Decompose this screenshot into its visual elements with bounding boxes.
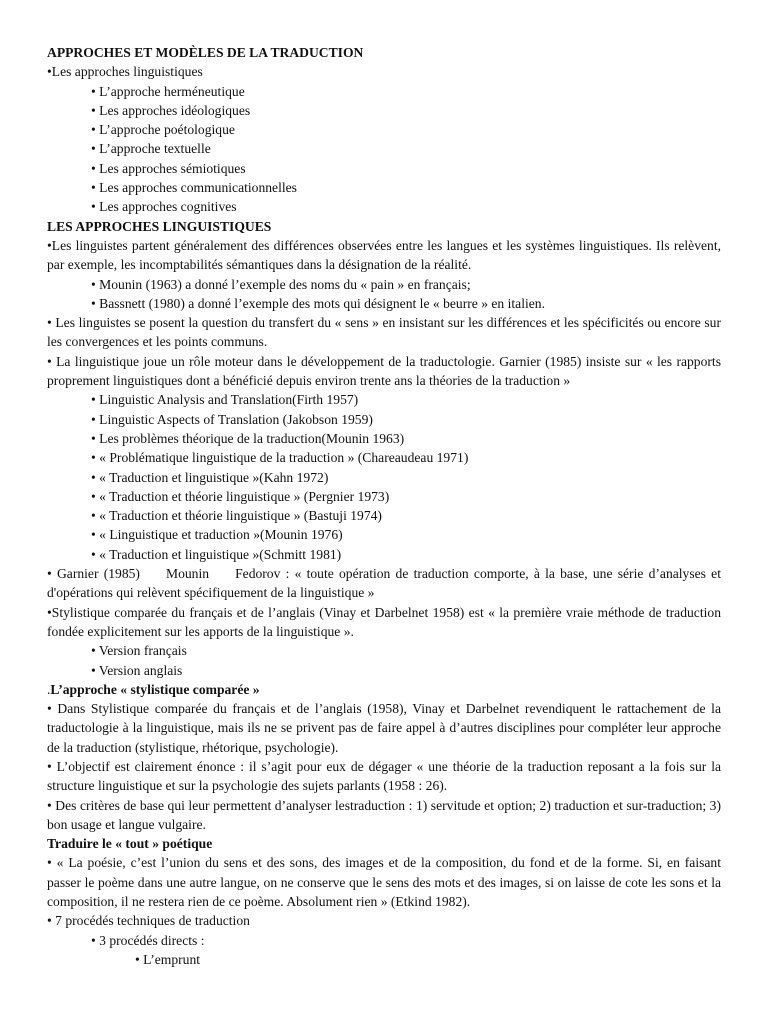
section-heading-stylistique xyxy=(47,680,721,699)
list-item: • L’approche herméneutique xyxy=(91,83,245,99)
paragraph: •Stylistique comparée du français et de l’anglais (Vinay et Darbelnet 1958) est « la première vraie méthode de traduction fondée explicitement sur les apports de la linguistique ». xyxy=(47,604,721,639)
list-item: • Les approches sémiotiques xyxy=(91,160,246,176)
paragraph: •Les linguistes partent généralement des différences observées entre les langues et les systèmes linguistiques. Ils relèvent, par exemple, les incomptabilités sémantiques dans la désignation de la réalité. xyxy=(47,237,721,273)
list-item: • Les problèmes théorique de la traduction(Mounin 1963) xyxy=(91,430,405,446)
paragraph: • Dans Stylistique comparée du français et de l’anglais (1958), Vinay et Darbelnet revendiquent le rattachement de la traductologie à la linguistique, mais ils ne se privent pas de faire appel à d’autres disciplines pour compléter leur approche de la traduction (stylistique, rhétorique, psychologie). xyxy=(47,701,721,755)
list-item: • Les approches communicationnelles xyxy=(91,180,297,196)
list-item: • Version français xyxy=(91,643,187,659)
document-title: APPROCHES ET MODÈLES DE LA TRADUCTION xyxy=(47,45,364,60)
approaches-list xyxy=(47,82,721,217)
list-item: • « Linguistique et traduction »(Mounin 1976) xyxy=(91,527,343,543)
list-item: • « Traduction et théorie linguistique » (Bastuji 1974) xyxy=(91,508,382,524)
paragraph: • « La poésie, c’est l’union du sens et des sons, des images et de la composition, du fond et de la forme. Si, en faisant passer le poème dans une autre langue, on ne conserve que le sens des mots et des images, si on laisse de cote les sons et la composition, il ne restera rien de ce poème. Absolument rien » (Etkind 1982). xyxy=(47,855,721,910)
list-item: • Les approches cognitives xyxy=(91,199,237,215)
list-item: • « Traduction et théorie linguistique » (Pergnier 1973) xyxy=(91,488,390,504)
list-item: • Linguistic Analysis and Translation(Firth 1957) xyxy=(91,392,359,408)
list-item: • L’approche textuelle xyxy=(91,141,211,157)
list-item: • Les approches idéologiques xyxy=(91,102,251,118)
heading-prefix: . xyxy=(47,681,51,697)
versions-list xyxy=(47,641,721,680)
section-heading-linguistiques: LES APPROCHES LINGUISTIQUES xyxy=(47,218,272,234)
intro-heading: •Les approches linguistiques xyxy=(47,64,203,80)
list-item: • Version anglais xyxy=(91,662,183,678)
examples-list xyxy=(47,275,721,314)
list-item: • « Problématique linguistique de la traduction » (Chareaudeau 1971) xyxy=(91,450,469,466)
paragraph: • Garnier (1985) Mounin Fedorov : « toute opération de traduction comporte, à la base, une série d’analyses et d'opérations qui relèvent spécifiquement de la linguistique » xyxy=(47,566,725,601)
list-item: • L’emprunt xyxy=(135,951,201,967)
list-item: • L’approche poétologique xyxy=(91,122,235,138)
paragraph: • Les linguistes se posent la question du transfert du « sens » en insistant sur les différences et les spécificités ou encore sur les convergences et les points communs. xyxy=(47,315,721,350)
list-item: • « Traduction et linguistique »(Kahn 1972) xyxy=(91,469,329,485)
works-list xyxy=(47,390,721,564)
list-item: • 3 procédés directs : xyxy=(91,932,205,948)
heading-text: L’approche « stylistique comparée » xyxy=(50,681,260,697)
list-item: • Linguistic Aspects of Translation (Jakobson 1959) xyxy=(91,411,373,427)
section-heading-poetique: Traduire le « tout » poétique xyxy=(47,836,213,852)
list-item: • « Traduction et linguistique »(Schmitt 1981) xyxy=(91,546,342,562)
list-item: • Mounin (1963) a donné l’exemple des noms du « pain » en français; xyxy=(91,276,471,292)
paragraph: • La linguistique joue un rôle moteur dans le développement de la traductologie. Garnier (1985) insiste sur « les rapports proprement linguistiques dont a bénéficié depuis environ trente ans la théories de la traduction » xyxy=(47,353,721,389)
paragraph: • Des critères de base qui leur permettent d’analyser lestraduction : 1) servitude et option; 2) traduction et sur-traduction; 3) bon usage et langue vulgaire. xyxy=(47,797,721,832)
list-item: • Bassnett (1980) a donné l’exemple des mots qui désignent le « beurre » en italien. xyxy=(91,295,545,311)
paragraph: • 7 procédés techniques de traduction xyxy=(47,913,250,929)
paragraph: • L’objectif est clairement énonce : il s’agit pour eux de dégager « une théorie de la traduction reposant a la fois sur la structure linguistique et sur la psychologie des sujets parlants (1958 : 26). xyxy=(47,758,721,794)
